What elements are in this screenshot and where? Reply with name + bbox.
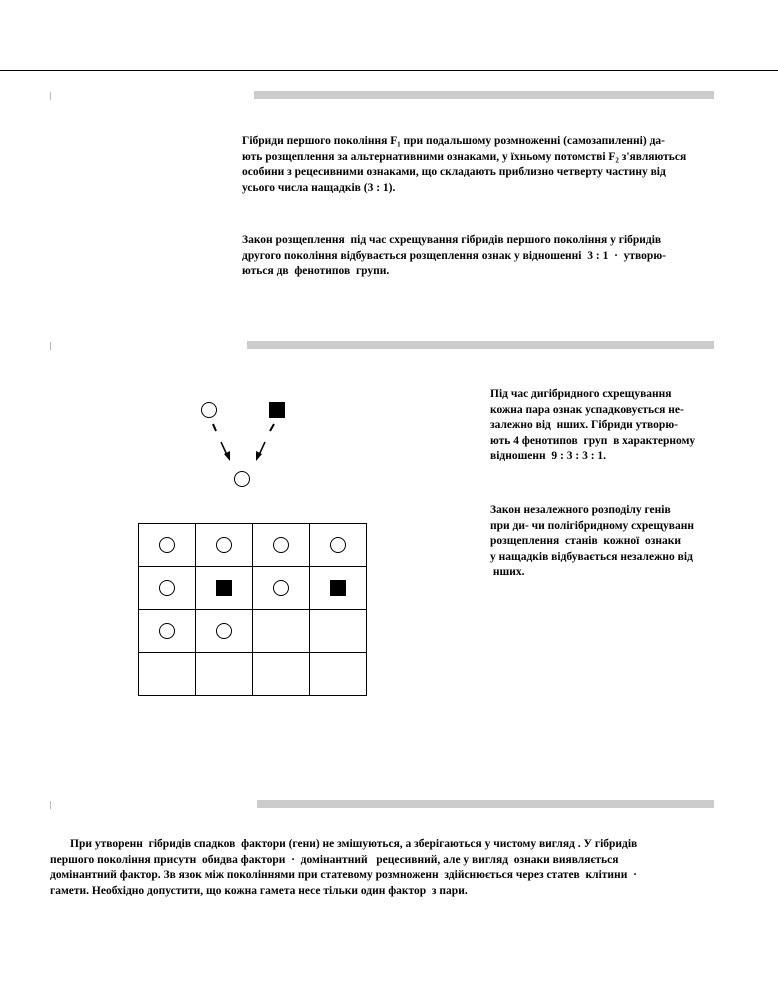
text-line: Гібриди першого покоління F₁ при подальшому розмноженні (самозапиленні) да- bbox=[242, 135, 665, 147]
open-circle-icon bbox=[330, 537, 346, 553]
section-1-header-band bbox=[254, 91, 714, 99]
open-circle-icon bbox=[216, 623, 232, 639]
text-line: кожна пара ознак успадковується не- bbox=[490, 403, 684, 416]
text-line: нших. bbox=[490, 566, 525, 578]
grid-row bbox=[139, 567, 367, 610]
section-2-header-band bbox=[247, 341, 714, 349]
grid-row bbox=[139, 610, 367, 653]
section-2-paragraph-1 bbox=[470, 387, 700, 465]
open-circle-icon bbox=[159, 580, 175, 596]
text-line: розщеплення станів кожної ознаки bbox=[490, 535, 682, 547]
section-1-paragraph-1 bbox=[222, 134, 704, 196]
grid-cell bbox=[253, 567, 310, 610]
punnett-grid bbox=[138, 523, 367, 696]
arrow-down-left-icon bbox=[256, 424, 274, 461]
section-2-marker bbox=[50, 342, 51, 350]
open-circle-icon bbox=[159, 537, 175, 553]
section-3-paragraph bbox=[50, 837, 714, 899]
section-3-marker bbox=[50, 801, 51, 809]
text-line: Закон розщеплення під час схрещування гібридів першого покоління у гібридів bbox=[242, 234, 662, 246]
grid-cell bbox=[310, 524, 367, 567]
text-line: відношенн 9 : 3 : 3 : 1. bbox=[490, 450, 607, 462]
section-2-paragraph-2 bbox=[470, 503, 700, 581]
text-line: При утворенн гібридів спадков фактори (гени) не змішуються, а зберігаються у чистому вигляд . У гібридів bbox=[70, 838, 638, 850]
grid-cell bbox=[310, 653, 367, 696]
open-circle-icon bbox=[216, 537, 232, 553]
grid-cell bbox=[196, 653, 253, 696]
parent-square-icon bbox=[269, 402, 285, 418]
text-line: при ди- чи полігібридному схрещуванн bbox=[490, 519, 695, 532]
grid-cell bbox=[253, 610, 310, 653]
text-line: Закон незалежного розподілу генів bbox=[490, 504, 671, 516]
text-line: ють 4 фенотипов груп в характерному bbox=[490, 434, 696, 447]
text-line: у нащадків відбувається незалежно від bbox=[490, 550, 693, 563]
text-line: другого покоління відбувається розщеплення ознак у відношенні 3 : 1 · утворю- bbox=[242, 249, 666, 262]
section-1-paragraph-2 bbox=[222, 233, 704, 280]
grid-cell bbox=[196, 524, 253, 567]
grid-cell bbox=[310, 567, 367, 610]
text-line: гамети. Необхідно допустити, що кожна гамета несе тільки один фактор з пари. bbox=[50, 884, 468, 897]
grid-cell bbox=[310, 610, 367, 653]
top-rule bbox=[0, 70, 778, 71]
text-line: ють розщеплення за альтернативними ознаками, у їхньому потомстві F₂ з'являються bbox=[242, 150, 687, 163]
section-1-marker bbox=[50, 92, 51, 100]
grid-cell bbox=[139, 567, 196, 610]
cross-diagram bbox=[190, 395, 300, 495]
grid-cell bbox=[139, 610, 196, 653]
parent-circle-icon bbox=[202, 403, 217, 418]
grid-cell bbox=[139, 524, 196, 567]
text-line: ються дв фенотипов групи. bbox=[242, 265, 390, 277]
open-circle-icon bbox=[273, 580, 289, 596]
text-line: особини з рецесивними ознаками, що складають приблизно четверту частину від bbox=[242, 166, 666, 178]
grid-row bbox=[139, 653, 367, 696]
arrow-down-right-icon bbox=[213, 424, 230, 461]
text-line: Під час дигібридного схрещування bbox=[490, 388, 672, 400]
open-circle-icon bbox=[159, 623, 175, 639]
filled-square-icon bbox=[330, 580, 346, 596]
grid-cell bbox=[196, 567, 253, 610]
grid-cell bbox=[139, 653, 196, 696]
grid-cell bbox=[253, 653, 310, 696]
offspring-circle-icon bbox=[235, 472, 250, 487]
grid-cell bbox=[253, 524, 310, 567]
grid-row bbox=[139, 524, 367, 567]
text-line: домінантний фактор. Зв язок між поколіннями при статевому розмноженн здійснюється через статев клітини · bbox=[50, 869, 637, 881]
text-line: усього числа нащадків (3 : 1). bbox=[242, 181, 396, 194]
filled-square-icon bbox=[216, 580, 232, 596]
text-line: залежно від нших. Гібриди утворю- bbox=[490, 419, 678, 431]
grid-cell bbox=[196, 610, 253, 653]
text-line: першого покоління присутн обидва фактори · домінантний рецесивний, але у вигляд ознаки виявляється bbox=[50, 853, 619, 866]
section-3-header-band bbox=[257, 800, 714, 808]
open-circle-icon bbox=[273, 537, 289, 553]
